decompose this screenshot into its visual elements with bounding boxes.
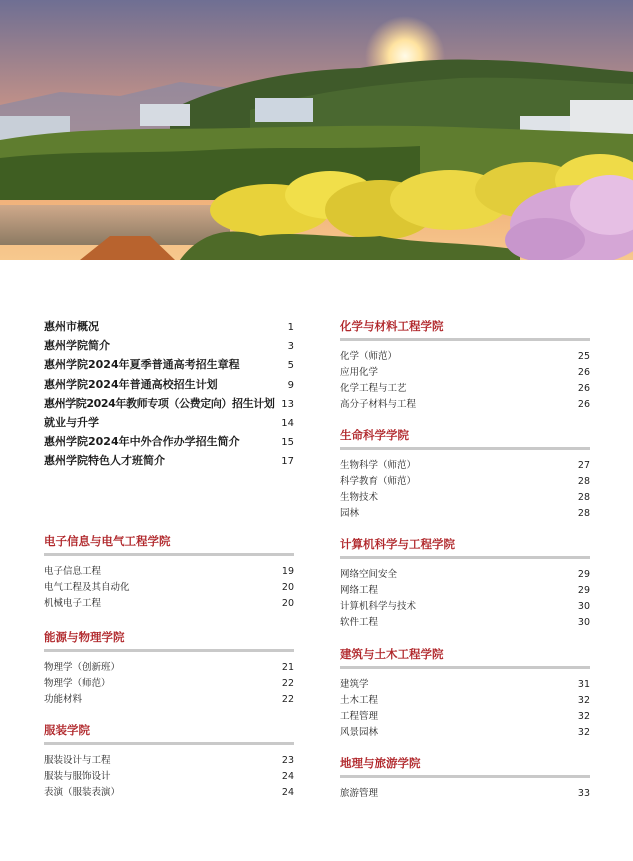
section-title: 生命科学学院 xyxy=(340,428,409,442)
toc-entry-title: 惠州市概况 xyxy=(44,320,99,333)
toc-entry[interactable] xyxy=(44,452,294,471)
toc-entry-page: 1 xyxy=(287,322,294,333)
toc-item-page: 31 xyxy=(577,679,590,690)
toc-item-name: 化学（师范） xyxy=(340,351,398,362)
toc-entry[interactable] xyxy=(44,376,294,395)
toc-item[interactable] xyxy=(340,693,590,709)
toc-item[interactable] xyxy=(340,583,590,599)
toc-item-name: 软件工程 xyxy=(340,617,379,628)
toc-item-name: 电子信息工程 xyxy=(44,566,102,577)
toc-item[interactable] xyxy=(340,349,590,365)
section-chemistry xyxy=(340,318,590,413)
section-divider xyxy=(44,649,294,652)
toc-item-page: 20 xyxy=(281,582,294,593)
toc-item-page: 19 xyxy=(281,566,294,577)
toc-item-page: 26 xyxy=(577,399,590,410)
toc-entry-page: 13 xyxy=(281,398,294,410)
toc-entry-title: 惠州学院2024年教师专项（公费定向）招生计划 xyxy=(44,396,275,410)
toc-entry-page: 15 xyxy=(281,437,294,449)
toc-item[interactable] xyxy=(44,692,294,708)
toc-entry-page: 5 xyxy=(287,360,294,372)
toc-entry[interactable] xyxy=(44,337,294,356)
toc-item-name: 服装与服饰设计 xyxy=(44,771,111,782)
toc-item-name: 生物科学（师范） xyxy=(340,460,417,471)
toc-item-name: 电气工程及其自动化 xyxy=(44,582,130,593)
toc-entry-title: 就业与升学 xyxy=(44,415,99,429)
section-title: 电子信息与电气工程学院 xyxy=(44,534,171,548)
toc-item-name: 生物技术 xyxy=(340,492,379,503)
toc-item-page: 23 xyxy=(281,755,294,766)
toc-item-name: 建筑学 xyxy=(340,679,369,690)
toc-item[interactable] xyxy=(44,769,294,785)
toc-item-name: 旅游管理 xyxy=(340,788,379,799)
toc-item-name: 高分子材料与工程 xyxy=(340,399,417,410)
toc-item[interactable] xyxy=(340,397,590,413)
toc-item[interactable] xyxy=(340,709,590,725)
toc-main-list xyxy=(44,318,294,472)
toc-item[interactable] xyxy=(44,753,294,769)
toc-item-page: 26 xyxy=(577,367,590,378)
toc-item-name: 科学教育（师范） xyxy=(340,476,417,487)
toc-item-name: 表演（服装表演） xyxy=(44,787,121,798)
toc-item-page: 28 xyxy=(577,492,590,503)
toc-item[interactable] xyxy=(340,567,590,583)
toc-entry-page: 9 xyxy=(287,379,294,391)
toc-entry-title: 惠州学院2024年夏季普通高考招生章程 xyxy=(44,358,240,372)
toc-item-name: 网络工程 xyxy=(340,585,379,596)
toc-item-name: 服装设计与工程 xyxy=(44,755,111,766)
section-divider xyxy=(44,742,294,745)
toc-item[interactable] xyxy=(340,381,590,397)
section-computer-science xyxy=(340,536,590,631)
section-geography-tourism xyxy=(340,755,590,802)
toc-item-page: 28 xyxy=(577,476,590,487)
toc-item[interactable] xyxy=(44,564,294,580)
toc-entry[interactable] xyxy=(44,433,294,452)
toc-item-name: 物理学（师范） xyxy=(44,678,111,689)
toc-item-page: 22 xyxy=(281,694,294,705)
toc-entry-title: 惠州学院2024年中外合作办学招生简介 xyxy=(44,435,240,449)
toc-entry-page: 14 xyxy=(281,417,294,429)
toc-item-page: 32 xyxy=(577,695,590,706)
toc-item-page: 20 xyxy=(281,598,294,609)
toc-item-page: 29 xyxy=(577,569,590,580)
section-title: 能源与物理学院 xyxy=(44,630,125,644)
toc-entry-title: 惠州学院2024年普通高校招生计划 xyxy=(44,377,218,391)
toc-item-name: 应用化学 xyxy=(340,367,379,378)
toc-item-page: 21 xyxy=(281,662,294,673)
toc-entry[interactable] xyxy=(44,414,294,433)
toc-item[interactable] xyxy=(44,660,294,676)
toc-item-name: 化学工程与工艺 xyxy=(340,383,407,394)
section-divider xyxy=(340,338,590,341)
toc-item-name: 机械电子工程 xyxy=(44,598,102,609)
toc-item-name: 网络空间安全 xyxy=(340,569,398,580)
section-divider xyxy=(340,556,590,559)
toc-item[interactable] xyxy=(44,596,294,612)
section-title: 地理与旅游学院 xyxy=(340,756,421,770)
toc-item-page: 30 xyxy=(577,601,590,612)
toc-item-name: 计算机科学与技术 xyxy=(340,601,417,612)
toc-item[interactable] xyxy=(340,458,590,474)
toc-item[interactable] xyxy=(340,786,590,802)
toc-entry-page: 3 xyxy=(287,341,294,353)
toc-item-page: 32 xyxy=(577,727,590,738)
toc-item[interactable] xyxy=(340,599,590,615)
toc-item-name: 土木工程 xyxy=(340,695,379,706)
toc-item-name: 园林 xyxy=(340,508,360,519)
section-architecture xyxy=(340,646,590,741)
section-divider xyxy=(340,775,590,778)
toc-item-page: 25 xyxy=(577,351,590,362)
toc-entry-title: 惠州学院简介 xyxy=(44,339,110,353)
toc-item[interactable] xyxy=(340,490,590,506)
section-life-science xyxy=(340,427,590,522)
toc-entry[interactable] xyxy=(44,395,294,414)
toc-item-page: 24 xyxy=(281,787,294,798)
section-title: 化学与材料工程学院 xyxy=(340,319,444,333)
section-fashion xyxy=(44,722,294,801)
toc-item[interactable] xyxy=(340,474,590,490)
toc-item-page: 32 xyxy=(577,711,590,722)
toc-item[interactable] xyxy=(340,677,590,693)
toc-item-name: 功能材料 xyxy=(44,694,83,705)
section-divider xyxy=(340,666,590,669)
section-energy-physics xyxy=(44,629,294,708)
section-divider xyxy=(340,447,590,450)
hero-photo xyxy=(0,0,633,260)
toc-entry-title: 惠州学院特色人才班简介 xyxy=(44,454,165,468)
toc-item[interactable] xyxy=(340,725,590,741)
toc-item[interactable] xyxy=(340,506,590,522)
toc-item-page: 33 xyxy=(577,788,590,799)
toc-item[interactable] xyxy=(340,615,590,631)
toc-item[interactable] xyxy=(44,580,294,596)
toc-item[interactable] xyxy=(44,785,294,801)
section-title: 服装学院 xyxy=(44,723,90,737)
toc-item[interactable] xyxy=(44,676,294,692)
toc-item-page: 30 xyxy=(577,617,590,628)
toc-item-page: 22 xyxy=(281,678,294,689)
toc-item-page: 27 xyxy=(577,460,590,471)
toc-item-page: 28 xyxy=(577,508,590,519)
toc-entry[interactable] xyxy=(44,356,294,375)
toc-item-name: 工程管理 xyxy=(340,711,379,722)
toc-item-page: 29 xyxy=(577,585,590,596)
section-title: 计算机科学与工程学院 xyxy=(340,537,455,551)
toc-item[interactable] xyxy=(340,365,590,381)
toc-entry[interactable] xyxy=(44,318,294,337)
section-divider xyxy=(44,553,294,556)
toc-item-page: 26 xyxy=(577,383,590,394)
toc-item-name: 物理学（创新班） xyxy=(44,662,121,673)
toc-entry-page: 17 xyxy=(281,456,294,468)
toc-item-name: 风景园林 xyxy=(340,727,379,738)
toc-item-page: 24 xyxy=(281,771,294,782)
section-title: 建筑与土木工程学院 xyxy=(340,647,444,661)
section-electronic-info xyxy=(44,533,294,612)
